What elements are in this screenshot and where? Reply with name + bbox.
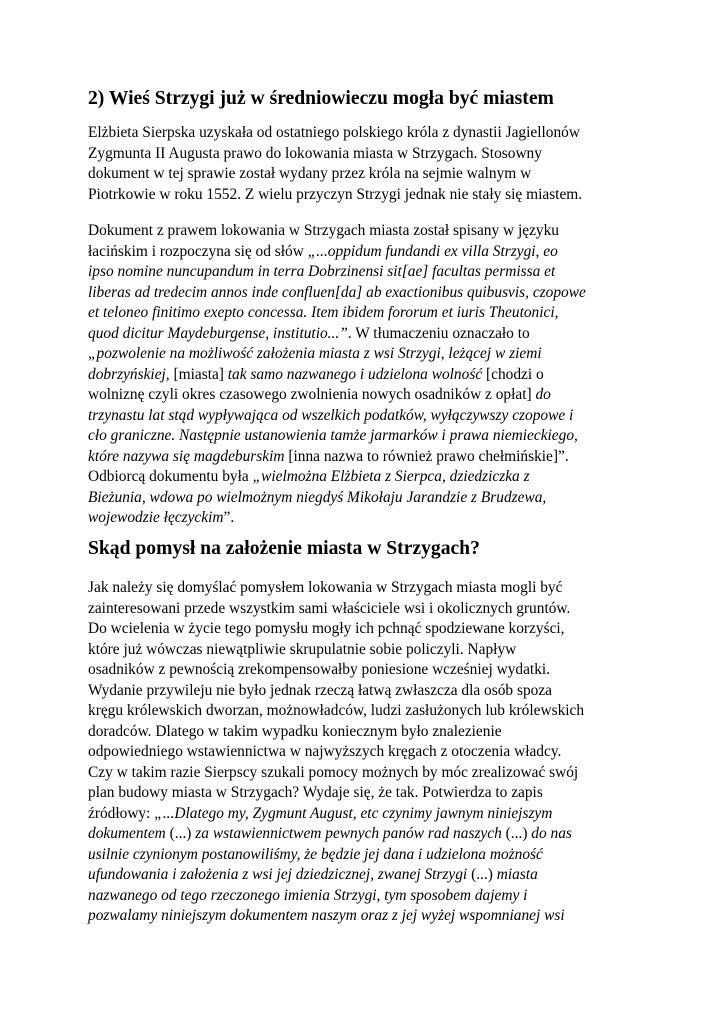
text-run: [miasta] bbox=[169, 365, 228, 383]
paragraph-line bbox=[88, 619, 648, 640]
paragraph-line bbox=[88, 262, 648, 283]
latin-quote: quod dicitur Maydeburgense, institutio...” bbox=[88, 324, 348, 342]
paragraph-line bbox=[88, 578, 648, 599]
section-heading-2: Skąd pomysł na założenie miasta w Strzygach? bbox=[88, 538, 480, 559]
latin-quote: liberas ad tredecim annos inde confluen[da] ab exactionibus quibusvis, czopowe bbox=[88, 283, 586, 301]
paragraph-line: dokument w tej sprawie został wydany przez króla na sejmie walnym w bbox=[88, 165, 532, 182]
source-quote: za wstawiennictwem pewnych panów rad naszych bbox=[195, 825, 502, 842]
text-run: (...) bbox=[165, 825, 196, 842]
text-run: osadników z pewnością zrekompensowałby poniesione wcześniej wydatki. bbox=[88, 661, 551, 678]
translation-quote: wojewodzie łęczyckim bbox=[88, 509, 224, 526]
paragraph-line bbox=[88, 283, 648, 304]
source-quote: „...Dlatego my, Zygmunt August, etc czynimy jawnym niniejszym bbox=[154, 804, 553, 822]
paragraph-line bbox=[88, 467, 648, 488]
paragraph-line bbox=[88, 783, 648, 804]
paragraph-line bbox=[88, 385, 648, 406]
translation-quote: dobrzyńskiej, bbox=[88, 365, 170, 383]
text-run: zainteresowani przede wszystkim sami właściciele wsi i okolicznych gruntów. bbox=[88, 599, 571, 617]
source-quote: usilnie czynionym postanowiliśmy, że będzie jej dana i udzielona możność bbox=[88, 845, 543, 863]
text-run: które już wówczas niewątpliwie skrupulatnie sobie policzyli. Napływ bbox=[88, 640, 517, 658]
paragraph-line bbox=[88, 660, 648, 681]
text-run: doradców. Dlatego w takim wypadku koniecznym było znalezienie bbox=[88, 722, 502, 740]
paragraph-line bbox=[88, 365, 648, 386]
text-run: ”. bbox=[223, 509, 235, 526]
source-quote: nazwanego od tego rzeczonego imienia Strzygi, tym sposobem dajemy i bbox=[88, 886, 528, 904]
text-run: Dokument z prawem lokowania w Strzygach miasta został spisany w języku bbox=[88, 222, 559, 239]
paragraph-line: Elżbieta Sierpska uzyskała od ostatniego polskiego króla z dynastii Jagiellonów bbox=[88, 124, 580, 141]
paragraph-2 bbox=[88, 221, 648, 529]
paragraph-line bbox=[88, 742, 648, 763]
translation-quote: trzynastu lat stąd wypływająca od wszelkich podatków, wyłączywszy czopowe i bbox=[88, 406, 574, 424]
text-run: Odbiorcą dokumentu była bbox=[88, 468, 253, 485]
text-run: Czy w takim razie Sierpscy szukali pomocy możnych by móc zrealizować swój bbox=[88, 763, 579, 781]
paragraph-line: Zygmunta II Augusta prawo do lokowania miasta w Strzygach. Stosowny bbox=[88, 144, 542, 162]
text-run: Wydanie przywileju nie było jednak rzeczą łatwą zwłaszcza dla osób spoza bbox=[88, 681, 553, 699]
latin-quote: et teloneo finitimo exepto concessa. Item ibidem fororum et iuris Theutonici, bbox=[88, 304, 559, 321]
paragraph-line bbox=[88, 681, 648, 702]
translation-quote: „wielmożna Elżbieta z Sierpca, dziedziczka z bbox=[252, 468, 530, 485]
paragraph-line bbox=[88, 344, 648, 365]
translation-quote: cło graniczne. Następnie ustanowienia tamże jarmarków i prawa niemieckiego, bbox=[88, 427, 578, 444]
paragraph-line bbox=[88, 640, 648, 661]
paragraph-1 bbox=[88, 123, 648, 205]
source-quote: ufundowania i założenia z wsi jej dziedzicznej, zwanej Strzygi bbox=[88, 866, 468, 883]
paragraph-line bbox=[88, 763, 648, 784]
text-run: [chodzi o bbox=[482, 365, 544, 383]
text-run: Jak należy się domyślać pomysłem lokowania w Strzygach miasta mogli być bbox=[88, 579, 563, 596]
paragraph-line bbox=[88, 242, 648, 263]
paragraph-line bbox=[88, 508, 648, 529]
paragraph-line bbox=[88, 324, 648, 345]
paragraph-line bbox=[88, 426, 648, 447]
text-run: plan budowy miasta w Strzygach? Wydaje się, że tak. Potwierdza to zapis bbox=[88, 784, 543, 801]
paragraph-line bbox=[88, 599, 648, 620]
paragraph-line bbox=[88, 447, 648, 468]
paragraph-line bbox=[88, 722, 648, 743]
paragraph-line bbox=[88, 488, 648, 509]
text-run: kręgu królewskich dworzan, możnowładców, ludzi zasłużonych lub królewskich bbox=[88, 702, 585, 719]
source-quote: do nas bbox=[531, 825, 572, 842]
paragraph-line bbox=[88, 221, 648, 242]
paragraph-3 bbox=[88, 578, 648, 927]
text-run: Do wcielenia w życie tego pomysłu mogły ich pchnąć spodziewane korzyści, bbox=[88, 620, 565, 637]
latin-quote: ipso nomine nuncupandum in terra Dobrzinensi sit[ae] facultas permissa et bbox=[88, 263, 556, 280]
paragraph-line bbox=[88, 886, 648, 907]
source-quote: pozwalamy niniejszym dokumentem naszym oraz z jej wyżej wspomnianej wsi bbox=[88, 907, 565, 924]
latin-quote: „...oppidum fundandi ex villa Strzygi, eo bbox=[307, 242, 558, 260]
text-run: łacińskim i rozpoczyna się od słów bbox=[88, 242, 308, 260]
translation-quote: Bieżunia, wdowa po wielmożnym niegdyś Mikołaju Jarandzie z Brudzewa, bbox=[88, 488, 547, 506]
text-run: [inna nazwa to również prawo chełmińskie]”. bbox=[284, 447, 569, 465]
source-quote: dokumentem bbox=[88, 825, 166, 842]
translation-quote: tak samo nazwanego i udzielona wolność bbox=[227, 365, 483, 383]
text-run: źródłowy: bbox=[88, 804, 155, 822]
text-run: wolniznę czyli okres czasowego zwolnienia nowych osadników z opłat] bbox=[88, 386, 536, 403]
paragraph-line bbox=[88, 845, 648, 866]
paragraph-line bbox=[88, 303, 648, 324]
paragraph-line bbox=[88, 824, 648, 845]
text-run: (...) bbox=[467, 866, 497, 883]
text-run: (...) bbox=[501, 825, 532, 842]
translation-quote: które nazywa się magdeburskim bbox=[88, 447, 285, 465]
paragraph-line bbox=[88, 701, 648, 722]
paragraph-line: Piotrkowie w roku 1552. Z wielu przyczyn Strzygi jednak nie stały się miastem. bbox=[88, 185, 583, 203]
translation-quote: do bbox=[535, 386, 551, 403]
paragraph-line bbox=[88, 906, 648, 927]
source-quote: miasta bbox=[496, 866, 538, 883]
translation-quote: „pozwolenie na możliwość założenia miasta z wsi Strzygi, leżącej w ziemi bbox=[88, 345, 542, 362]
paragraph-line bbox=[88, 804, 648, 825]
text-run: odpowiedniego wstawiennictwa w najwyższych kręgach z otoczenia władcy. bbox=[88, 743, 562, 760]
paragraph-line bbox=[88, 865, 648, 886]
text-run: . W tłumaczeniu oznaczało to bbox=[347, 324, 530, 342]
paragraph-line bbox=[88, 406, 648, 427]
section-heading-1: 2) Wieś Strzygi już w średniowieczu mogła być miastem bbox=[88, 88, 554, 109]
